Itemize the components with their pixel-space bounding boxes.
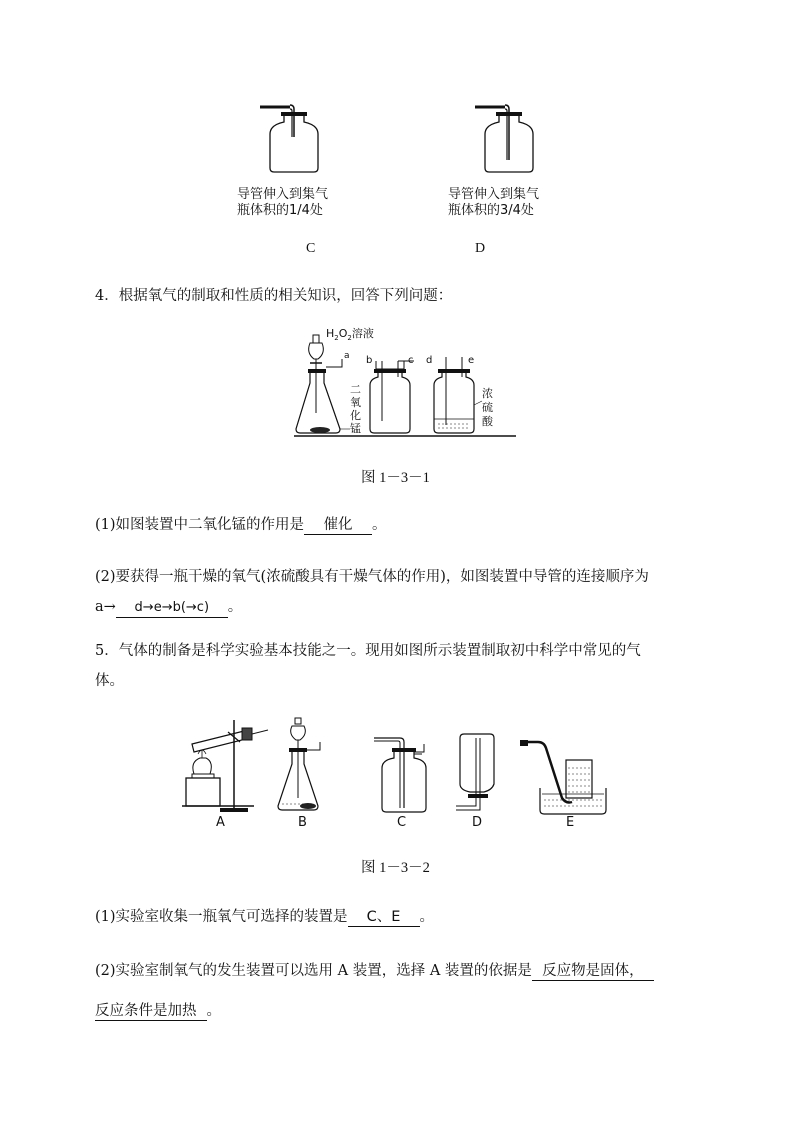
q4-part2-line1: (2)要获得一瓶干燥的氧气(浓硫酸具有干燥气体的作用)，如图装置中导管的连接顺序为 bbox=[95, 569, 649, 585]
q5-part2-prefix: (2)实验室制氧气的发生装置可以选用 A 装置，选择 A 装置的依据是 bbox=[95, 963, 532, 979]
figure-letter-c: C bbox=[306, 241, 316, 256]
label-acid-3: 酸 bbox=[482, 415, 493, 428]
figure-1-3-1-apparatus bbox=[292, 325, 518, 440]
label-b: b bbox=[366, 355, 373, 366]
caption-c-line2: 瓶体积的1/4处 bbox=[237, 203, 323, 218]
label-apparatus-d: D bbox=[472, 815, 483, 830]
q5-part2-answer-line1: 反应物是固体， bbox=[532, 962, 654, 981]
q4-part1-suffix: 。 bbox=[372, 517, 387, 533]
q4-part2-suffix: 。 bbox=[227, 599, 243, 615]
label-acid-1: 浓 bbox=[482, 387, 493, 400]
label-mno2-2: 氧 bbox=[350, 396, 361, 409]
q5-part1-answer: C、E bbox=[348, 908, 420, 927]
caption-d-line1: 导管伸入到集气 bbox=[448, 187, 540, 202]
q4-part1-answer: 催化 bbox=[304, 516, 372, 535]
q5-stem-line1: 5．气体的制备是科学实验基本技能之一。现用如图所示装置制取初中科学中常见的气 bbox=[95, 643, 641, 659]
q4-part2-line2 bbox=[95, 597, 242, 618]
figure-1-3-1-title: 图 1－3－1 bbox=[361, 470, 430, 486]
label-d: d bbox=[426, 355, 433, 366]
q4-part1-prefix: (1)如图装置中二氧化锰的作用是 bbox=[95, 517, 305, 533]
label-e: e bbox=[468, 355, 475, 366]
q5-part2-answer-line2: 反应条件是加热 bbox=[95, 1002, 207, 1021]
q4-part2-prefix: a→ bbox=[95, 599, 116, 615]
q4-part1 bbox=[95, 515, 387, 535]
q4-stem: 4．根据氧气的制取和性质的相关知识，回答下列问题： bbox=[95, 288, 453, 304]
label-mno2-1: 二 bbox=[350, 383, 361, 396]
q5-part2-line1 bbox=[95, 961, 654, 981]
label-apparatus-c: C bbox=[397, 815, 407, 830]
figure-1-3-2-title: 图 1－3－2 bbox=[361, 860, 430, 876]
bottle-figure-c bbox=[255, 92, 335, 177]
q5-part1 bbox=[95, 907, 434, 927]
label-apparatus-e: E bbox=[566, 815, 575, 830]
q5-part1-prefix: (1)实验室收集一瓶氧气可选择的装置是 bbox=[95, 909, 348, 925]
figure-letter-d: D bbox=[475, 241, 486, 256]
q5-part1-suffix: 。 bbox=[419, 909, 435, 925]
figure-1-3-2-apparatus bbox=[178, 712, 618, 830]
q5-part2-line2 bbox=[95, 1001, 221, 1021]
caption-d-line2: 瓶体积的3/4处 bbox=[448, 203, 534, 218]
bottle-figure-d bbox=[470, 92, 550, 177]
q5-stem-line2: 体。 bbox=[95, 673, 124, 689]
label-c: c bbox=[408, 355, 414, 366]
label-mno2-4: 锰 bbox=[350, 422, 361, 435]
label-h2o2: $H_2O_2$溶液 bbox=[326, 327, 374, 342]
q5-part2-suffix: 。 bbox=[206, 1003, 221, 1019]
label-apparatus-b: B bbox=[298, 815, 307, 830]
label-apparatus-a: A bbox=[216, 815, 225, 830]
caption-c-line1: 导管伸入到集气 bbox=[237, 187, 329, 202]
label-mno2-3: 化 bbox=[350, 409, 361, 422]
label-acid-2: 硫 bbox=[482, 401, 493, 414]
label-a: a bbox=[344, 351, 350, 361]
q4-part2-answer: d→e→b(→c) bbox=[116, 599, 228, 618]
